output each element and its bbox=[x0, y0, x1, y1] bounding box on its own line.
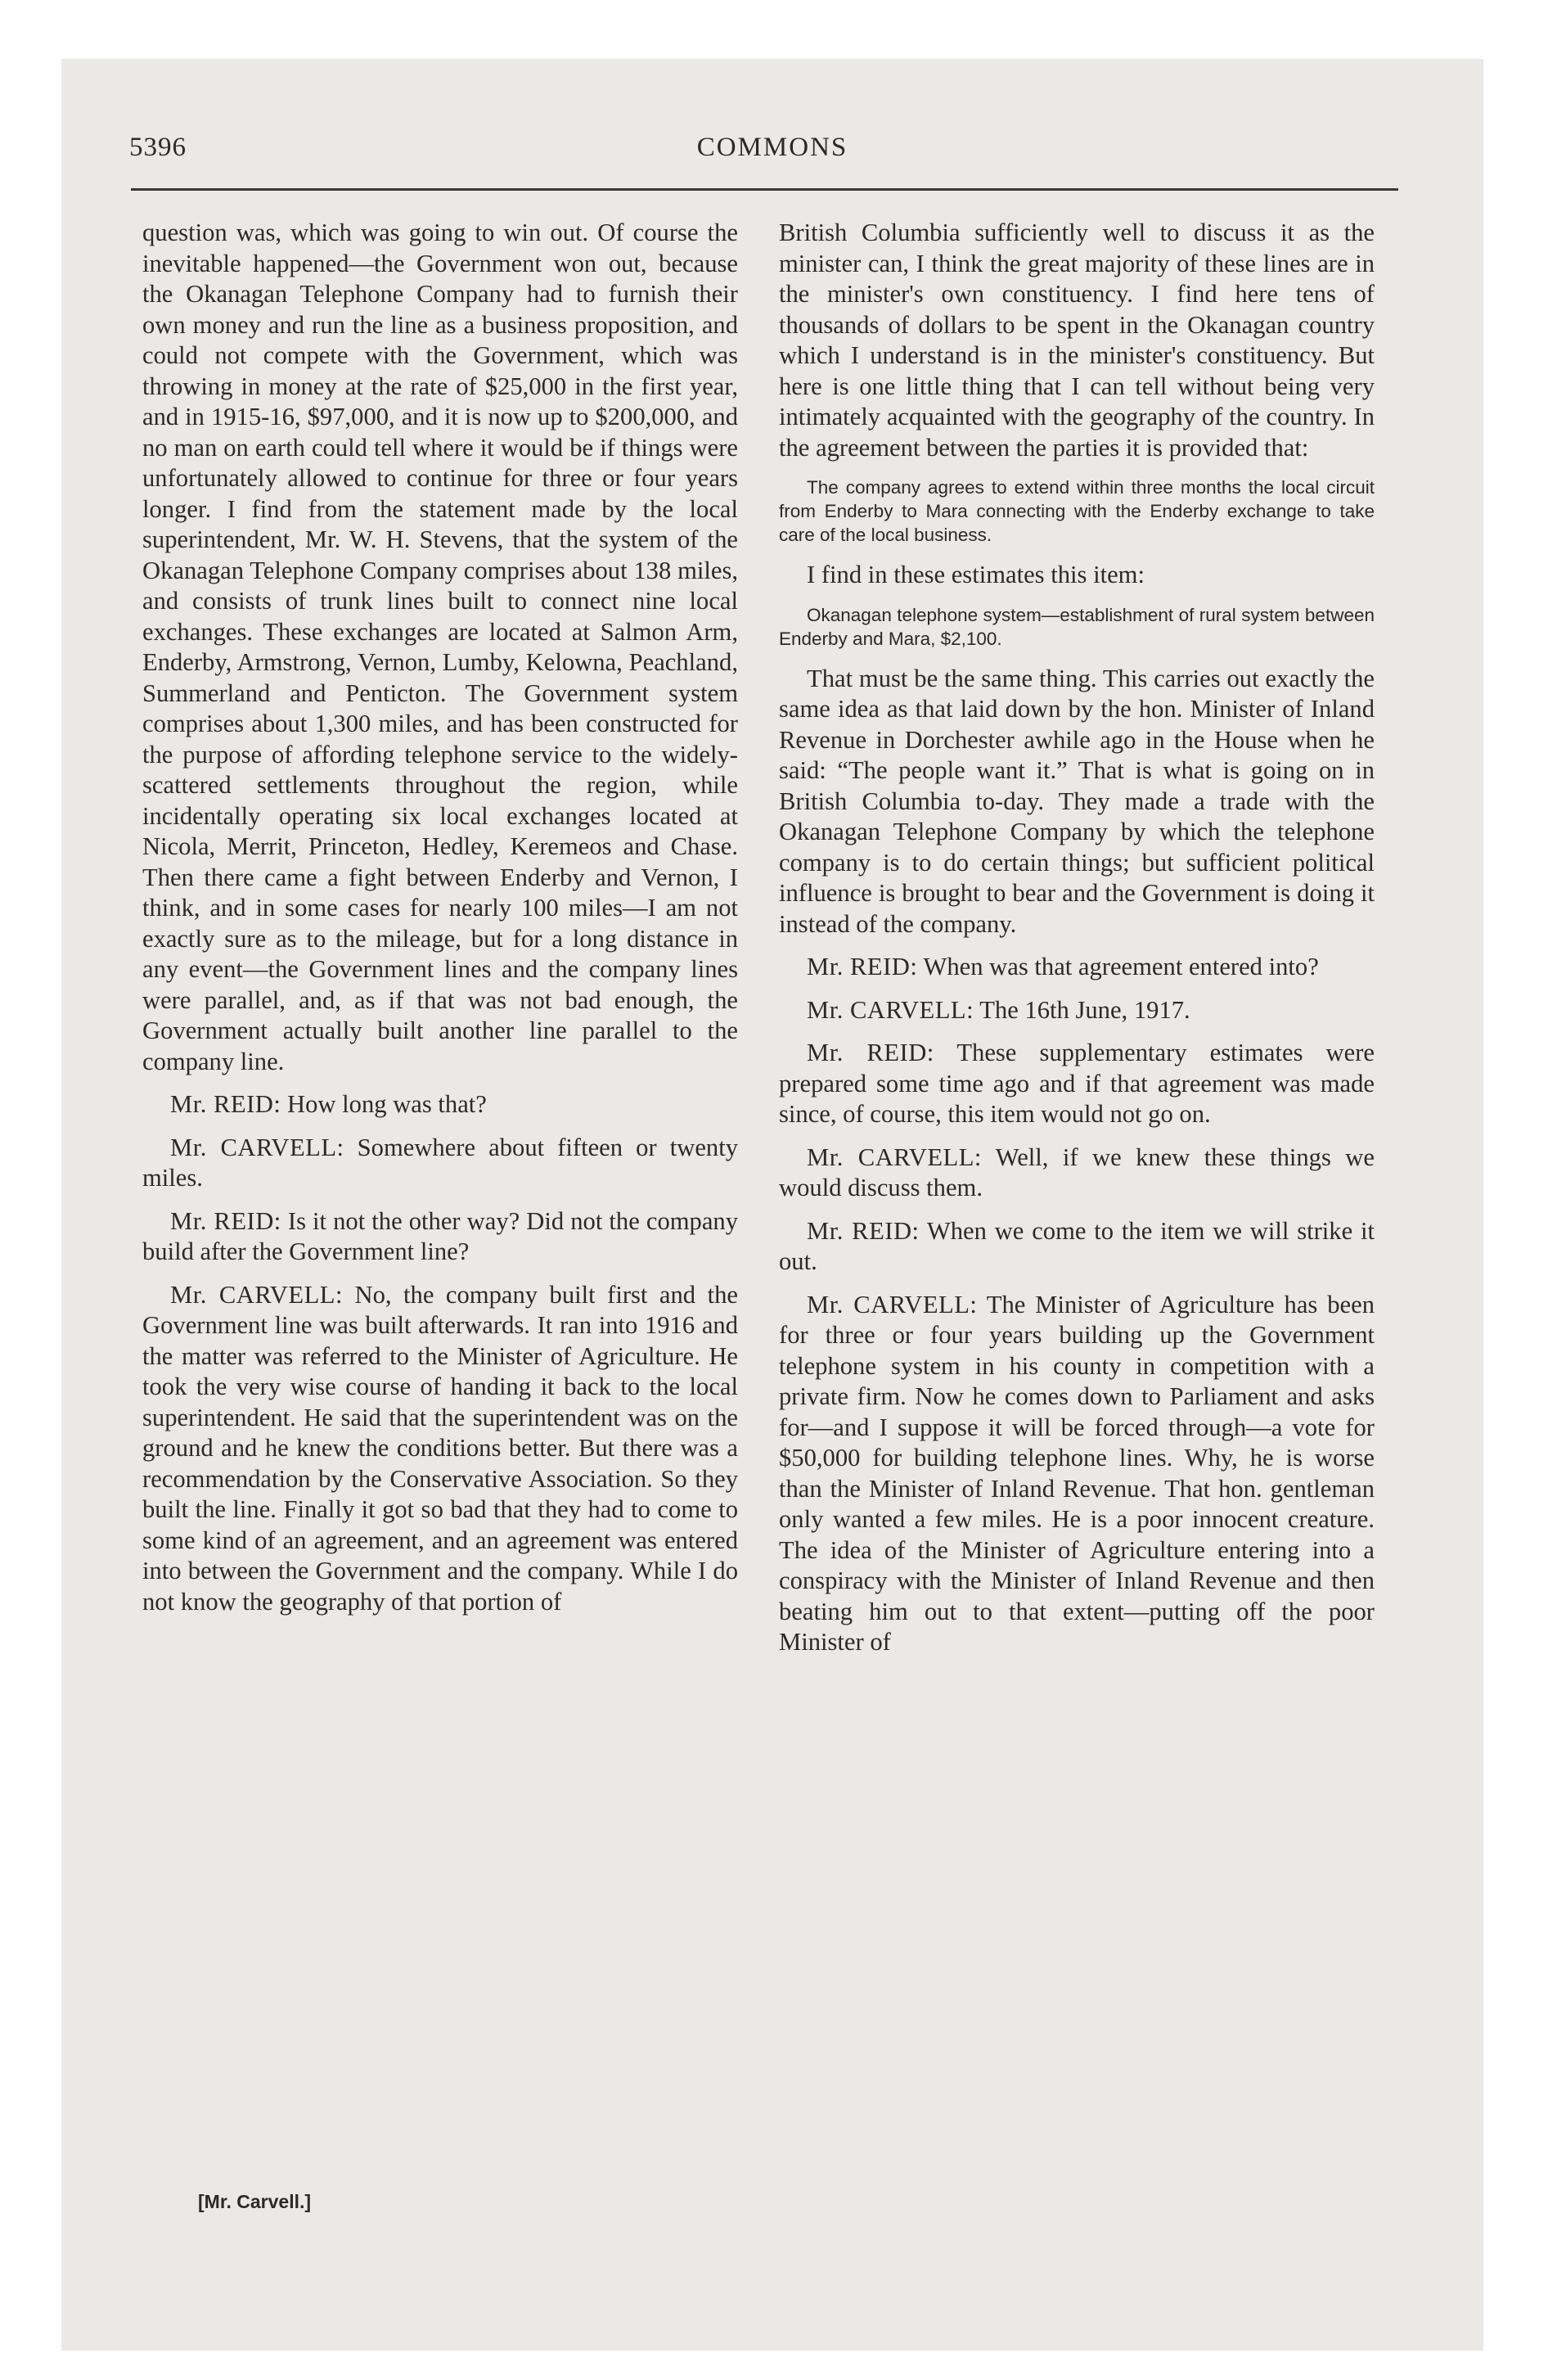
paragraph: British Columbia sufficiently well to discuss it as the minister can, I think the great majority of these lines are in the minister's own constituency. I find here tens of thousands of dollars to be spent in the Okanagan country which I understand is in the minister's constituency. But here is one little thing that I can tell without being very intimately acquainted with the geography of the country. In the agreement between the parties it is provided that: bbox=[779, 219, 1375, 462]
speech-text: No, the company built first and the Government line was built afterwards. It ran into 1916 and the matter was referred to the Minister of Agriculture. He took the very wise course of handing it back to the local superintendent. He said that the superintendent was on the ground and he knew the conditions better. But there was a recommendation by the Conservative Association. So they built the line. Finally it got so bad that they had to come to some kind of an agreement, and an agreement was entered into between the Government and the company. While I do not know the geography of that portion of bbox=[142, 1280, 738, 1616]
speaker-footer-note: [Mr. Carvell.] bbox=[198, 2191, 312, 2212]
speaker-name: Mr. REID: bbox=[807, 953, 918, 980]
speech-text: The 16th June, 1917. bbox=[974, 995, 1190, 1024]
paragraph: I find in these estimates this item: bbox=[807, 561, 1145, 588]
speaker-name: Mr. CARVELL: bbox=[807, 1143, 982, 1171]
speaker-name: Mr. REID: bbox=[170, 1090, 281, 1118]
speech-paragraph bbox=[779, 1143, 1375, 1204]
speaker-name: Mr. REID: bbox=[807, 1039, 934, 1066]
speech-paragraph bbox=[142, 1206, 738, 1268]
header-rule bbox=[131, 188, 1398, 191]
speaker-name: Mr. CARVELL: bbox=[807, 1290, 978, 1318]
right-column bbox=[779, 218, 1375, 1670]
running-head: COMMONS bbox=[696, 133, 848, 162]
speaker-name: Mr. REID: bbox=[807, 1216, 920, 1245]
speaker-name: Mr. CARVELL: bbox=[807, 995, 974, 1024]
page-number: 5396 bbox=[129, 133, 187, 162]
block-quote: Okanagan telephone system—establishment of rural system between Enderby and Mara, $2,100. bbox=[779, 604, 1375, 649]
speaker-name: Mr. CARVELL: bbox=[170, 1280, 343, 1309]
speech-text: How long was that? bbox=[281, 1090, 487, 1118]
speech-text: These supplementary estimates were prepared some time ago and if that agreement was made since, of course, this item would not go on. bbox=[779, 1039, 1375, 1128]
speech-paragraph bbox=[779, 952, 1375, 983]
speaker-name: Mr. CARVELL: bbox=[170, 1133, 344, 1161]
speech-paragraph bbox=[779, 1216, 1375, 1278]
speech-paragraph bbox=[779, 995, 1375, 1026]
speech-text: When we come to the item we will strike it out. bbox=[779, 1216, 1375, 1275]
speech-text: When was that agreement entered into? bbox=[917, 953, 1319, 980]
paragraph: That must be the same thing. This carries out exactly the same idea as that laid down by the hon. Minister of Inland Revenue in Dorchester awhile ago in the House when he said: “The people want it.” That is what is going on in British Columbia to-day. They made a trade with the Okanagan Telephone Company by which the telephone company is to do certain things; but sufficient political influence is brought to bear and the Government is doing it instead of the company. bbox=[779, 664, 1375, 938]
paragraph: question was, which was going to win out. Of course the inevitable happened—the Government won out, because the Okanagan Telephone Company had to furnish their own money and run the line as a business proposition, and could not compete with the Government, which was throwing in money at the rate of $25,000 in the first year, and in 1915-16, $97,000, and it is now up to $200,000, and no man on earth could tell where it would be if things were unfortunately allowed to continue for three or four years longer. I find from the statement made by the local superintendent, Mr. W. H. Stevens, that the system of the Okanagan Telephone Company comprises about 138 miles, and consists of trunk lines built to connect nine local exchanges. These exchanges are located at Salmon Arm, Enderby, Armstrong, Vernon, Lumby, Kelowna, Peachland, Summerland and Penticton. The Government system comprises about 1,300 miles, and has been constructed for the purpose of affording telephone service to the widely-scattered settlements throughout the region, while incidentally operating six local exchanges located at Nicola, Merrit, Princeton, Hedley, Keremeos and Chase. Then there came a fight between Enderby and Vernon, I think, and in some cases for nearly 100 miles—I am not exactly sure as to the mileage, but for a long distance in any event—the Government lines and the company lines were parallel, and, as if that was not bad enough, the Government actually built another line parallel to the company line. bbox=[142, 219, 738, 1075]
speaker-name: Mr. REID: bbox=[170, 1206, 281, 1235]
left-column bbox=[142, 218, 738, 1629]
scanned-page bbox=[61, 59, 1483, 2351]
speech-text: Well, if we knew these things we would discuss them. bbox=[779, 1143, 1375, 1201]
speech-paragraph bbox=[142, 1133, 738, 1194]
speech-text: The Minister of Agriculture has been for three or four years building up the Government telephone system in his county in competition with a private firm. Now he comes down to Parliament and asks for—and I suppose it will be forced through—a vote for $50,000 for building telephone lines. Why, he is worse than the Minister of Inland Revenue. That hon. gentleman only wanted a few miles. He is a poor innocent creature. The idea of the Minister of Agriculture entering into a conspiracy with the Minister of Inland Revenue and then beating him out to that extent—putting off the poor Minister of bbox=[779, 1290, 1375, 1656]
speech-text: Somewhere about fifteen or twenty miles. bbox=[142, 1133, 738, 1192]
speech-paragraph bbox=[779, 1290, 1375, 1658]
speech-paragraph bbox=[142, 1280, 738, 1618]
block-quote: The company agrees to extend within three months the local circuit from Enderby to Mara connecting with the Enderby exchange to take care of the local business. bbox=[779, 477, 1375, 545]
speech-text: Is it not the other way? Did not the company build after the Government line? bbox=[142, 1206, 739, 1265]
speech-paragraph bbox=[142, 1089, 738, 1120]
speech-paragraph bbox=[779, 1038, 1375, 1130]
